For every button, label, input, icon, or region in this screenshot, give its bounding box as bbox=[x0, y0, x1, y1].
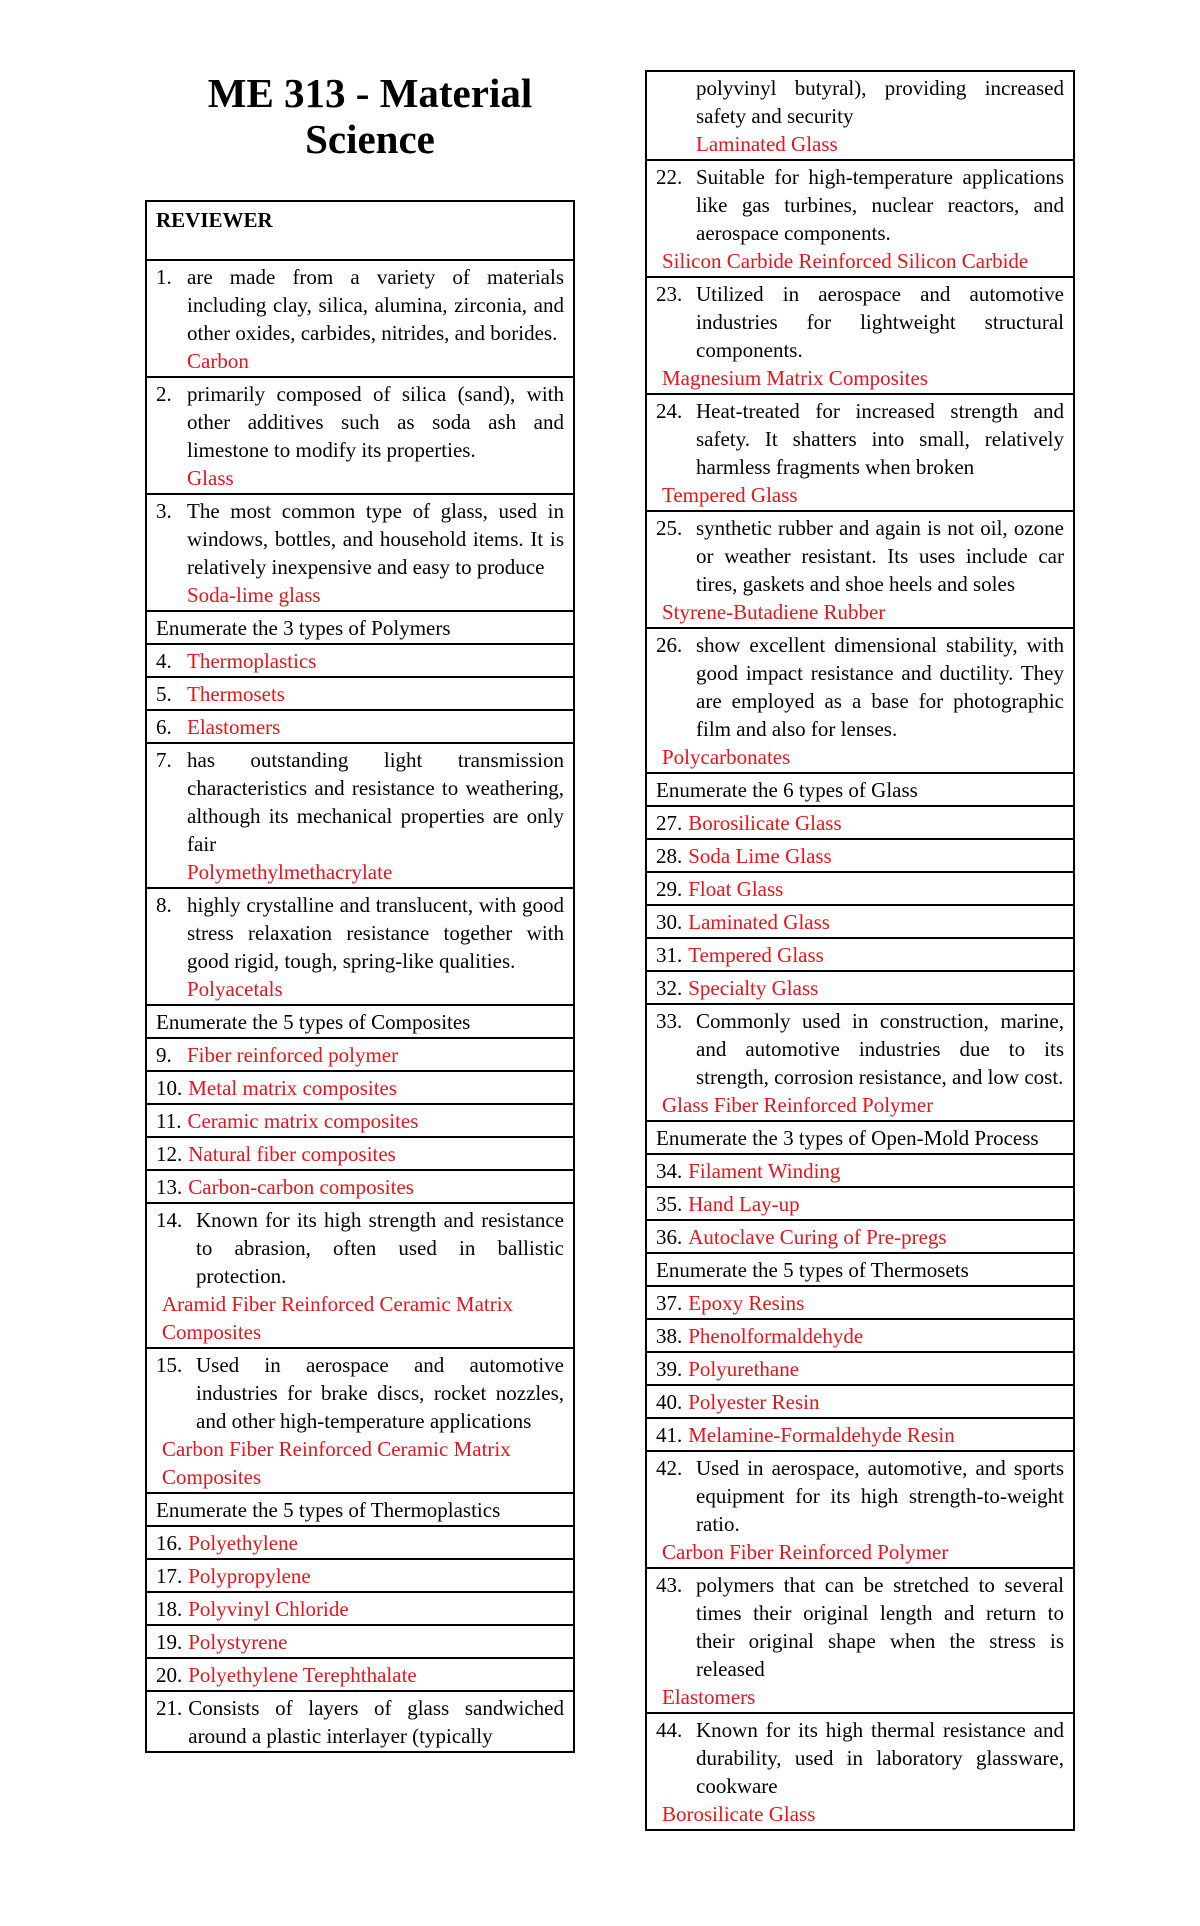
question-number: 41. bbox=[656, 1423, 683, 1447]
answer-text: Polyethylene Terephthalate bbox=[188, 1663, 417, 1687]
answer-text: Tempered Glass bbox=[688, 943, 824, 967]
answer-text: Borosilicate Glass bbox=[662, 1802, 816, 1826]
question-row bbox=[647, 1452, 1073, 1569]
answer-text: Epoxy Resins bbox=[688, 1291, 805, 1315]
answer-text: Phenolformaldehyde bbox=[688, 1324, 864, 1348]
question-number: 35. bbox=[656, 1192, 683, 1216]
question-number: 12. bbox=[156, 1142, 183, 1166]
question-number: 28. bbox=[656, 844, 683, 868]
answer-row bbox=[647, 1386, 1073, 1419]
question-row bbox=[147, 1349, 573, 1494]
answer-text: Soda Lime Glass bbox=[688, 844, 832, 868]
question-row-continued bbox=[647, 72, 1073, 161]
question-text: Known for its high thermal resistance and durability, used in laboratory glassware, cookware bbox=[696, 1718, 1064, 1798]
answer-text: Filament Winding bbox=[688, 1159, 841, 1183]
answer-text: Polymethylmethacrylate bbox=[187, 860, 393, 884]
answer-text: Ceramic matrix composites bbox=[187, 1109, 419, 1133]
question-number: 40. bbox=[656, 1390, 683, 1414]
question-text: Heat-treated for increased strength and safety. It shatters into small, relatively harmless fragments when broken bbox=[696, 399, 1064, 479]
answer-row bbox=[647, 1353, 1073, 1386]
question-number: 21. bbox=[156, 1696, 183, 1720]
question-number: 38. bbox=[656, 1324, 683, 1348]
question-text: The most common type of glass, used in windows, bottles, and household items. It is relatively inexpensive and easy to produce bbox=[187, 499, 564, 579]
answer-text: Magnesium Matrix Composites bbox=[662, 366, 928, 390]
answer-row bbox=[647, 1221, 1073, 1254]
answer-row bbox=[147, 1527, 573, 1560]
question-number: 7. bbox=[156, 748, 172, 772]
question-number: 42. bbox=[656, 1456, 683, 1480]
answer-row bbox=[147, 1105, 573, 1138]
answer-row bbox=[647, 1155, 1073, 1188]
answer-row bbox=[147, 645, 573, 678]
answer-text: Carbon Fiber Reinforced Polymer bbox=[662, 1540, 949, 1564]
question-number: 20. bbox=[156, 1663, 183, 1687]
question-number: 8. bbox=[156, 893, 172, 917]
question-number: 23. bbox=[656, 282, 683, 306]
question-number: 34. bbox=[656, 1159, 683, 1183]
question-number: 26. bbox=[656, 633, 683, 657]
question-text: are made from a variety of materials including clay, silica, alumina, zirconia, and other oxides, carbides, nitrides, and borides. bbox=[187, 265, 564, 345]
question-number: 18. bbox=[156, 1597, 183, 1621]
answer-text: Laminated Glass bbox=[688, 910, 830, 934]
question-text: primarily composed of silica (sand), with other additives such as soda ash and limestone to modify its properties. bbox=[187, 382, 564, 462]
question-number: 16. bbox=[156, 1531, 183, 1555]
question-row bbox=[647, 512, 1073, 629]
answer-row bbox=[647, 1419, 1073, 1452]
question-text: synthetic rubber and again is not oil, ozone or weather resistant. Its uses include car tires, gaskets and shoe heels and soles bbox=[696, 516, 1064, 596]
question-number: 39. bbox=[656, 1357, 683, 1381]
answer-text: Carbon Fiber Reinforced Ceramic Matrix Composites bbox=[162, 1437, 511, 1489]
reviewer-header: REVIEWER bbox=[147, 202, 573, 261]
question-number: 36. bbox=[656, 1225, 683, 1249]
question-row bbox=[647, 278, 1073, 395]
question-number: 29. bbox=[656, 877, 683, 901]
question-row bbox=[647, 395, 1073, 512]
answer-row bbox=[647, 1320, 1073, 1353]
enumerate-heading: Enumerate the 6 types of Glass bbox=[647, 774, 1073, 807]
answer-text: Carbon bbox=[187, 349, 249, 373]
question-number: 9. bbox=[156, 1043, 172, 1067]
question-row bbox=[647, 1005, 1073, 1122]
enumerate-heading: Enumerate the 5 types of Thermosets bbox=[647, 1254, 1073, 1287]
question-number: 25. bbox=[656, 516, 683, 540]
answer-text: Aramid Fiber Reinforced Ceramic Matrix Composites bbox=[162, 1292, 514, 1344]
answer-row bbox=[647, 939, 1073, 972]
answer-text: Polystyrene bbox=[188, 1630, 288, 1654]
answer-text: Laminated Glass bbox=[696, 132, 838, 156]
question-number: 43. bbox=[656, 1573, 683, 1597]
answer-text: Polyethylene bbox=[188, 1531, 298, 1555]
answer-text: Polycarbonates bbox=[662, 745, 791, 769]
question-text: has outstanding light transmission characteristics and resistance to weathering, although its mechanical properties are only fair bbox=[187, 748, 564, 856]
question-text: Known for its high strength and resistance to abrasion, often used in ballistic protection. bbox=[196, 1208, 564, 1288]
question-number: 13. bbox=[156, 1175, 183, 1199]
answer-row bbox=[647, 873, 1073, 906]
answer-text: Carbon-carbon composites bbox=[188, 1175, 414, 1199]
answer-text: Hand Lay-up bbox=[688, 1192, 800, 1216]
question-number: 10. bbox=[156, 1076, 183, 1100]
question-number: 2. bbox=[156, 382, 172, 406]
question-number: 17. bbox=[156, 1564, 183, 1588]
question-text: Utilized in aerospace and automotive industries for lightweight structural components. bbox=[696, 282, 1064, 362]
page-title: ME 313 - Material Science bbox=[207, 70, 533, 162]
answer-text: Glass bbox=[187, 466, 234, 490]
answer-row bbox=[647, 1188, 1073, 1221]
question-number: 6. bbox=[156, 715, 172, 739]
answer-text: Metal matrix composites bbox=[188, 1076, 398, 1100]
question-text: Used in aerospace, automotive, and sports equipment for its high strength-to-weight ratio. bbox=[696, 1456, 1064, 1536]
answer-text: Polyvinyl Chloride bbox=[188, 1597, 349, 1621]
answer-row bbox=[147, 711, 573, 744]
answer-text: Borosilicate Glass bbox=[688, 811, 842, 835]
question-text: polymers that can be stretched to several times their original length and return to their original shape when the stress is released bbox=[696, 1573, 1064, 1681]
enumerate-heading: Enumerate the 3 types of Open-Mold Process bbox=[647, 1122, 1073, 1155]
question-row bbox=[147, 744, 573, 889]
question-text: polyvinyl butyral), providing increased safety and security bbox=[696, 76, 1064, 128]
question-row bbox=[147, 378, 573, 495]
question-number: 22. bbox=[656, 165, 683, 189]
answer-text: Thermosets bbox=[187, 682, 285, 706]
answer-text: Tempered Glass bbox=[662, 483, 798, 507]
answer-row bbox=[647, 1287, 1073, 1320]
question-row bbox=[647, 1569, 1073, 1714]
question-number: 33. bbox=[656, 1009, 683, 1033]
question-row bbox=[147, 261, 573, 378]
answer-row bbox=[147, 1138, 573, 1171]
answer-text: Silicon Carbide Reinforced Silicon Carbide bbox=[662, 249, 1029, 273]
answer-text: Styrene-Butadiene Rubber bbox=[662, 600, 886, 624]
answer-row bbox=[147, 1039, 573, 1072]
enumerate-heading: Enumerate the 3 types of Polymers bbox=[147, 612, 573, 645]
question-number: 3. bbox=[156, 499, 172, 523]
answer-row bbox=[647, 972, 1073, 1005]
question-number: 4. bbox=[156, 649, 172, 673]
answer-text: Polypropylene bbox=[188, 1564, 311, 1588]
question-row bbox=[647, 1714, 1073, 1831]
question-row bbox=[647, 629, 1073, 774]
answer-text: Polyester Resin bbox=[688, 1390, 820, 1414]
answer-row bbox=[147, 1171, 573, 1204]
answer-row bbox=[147, 1659, 573, 1692]
answer-row bbox=[147, 678, 573, 711]
answer-row bbox=[147, 1626, 573, 1659]
question-number: 14. bbox=[156, 1208, 183, 1232]
question-number: 11. bbox=[156, 1109, 182, 1133]
answer-text: Fiber reinforced polymer bbox=[187, 1043, 399, 1067]
answer-text: Specialty Glass bbox=[688, 976, 819, 1000]
question-text: Used in aerospace and automotive industries for brake discs, rocket nozzles, and other high-temperature applications bbox=[196, 1353, 564, 1433]
reviewer-table-left bbox=[145, 200, 575, 1753]
question-row bbox=[147, 889, 573, 1006]
question-number: 15. bbox=[156, 1353, 183, 1377]
question-row bbox=[147, 1692, 573, 1753]
answer-text: Soda-lime glass bbox=[187, 583, 321, 607]
question-number: 24. bbox=[656, 399, 683, 423]
question-text: Consists of layers of glass sandwiched around a plastic interlayer (typically bbox=[188, 1696, 564, 1748]
answer-row bbox=[647, 906, 1073, 939]
question-row bbox=[147, 495, 573, 612]
answer-text: Autoclave Curing of Pre-pregs bbox=[688, 1225, 947, 1249]
question-text: Suitable for high-temperature applications like gas turbines, nuclear reactors, and aerospace components. bbox=[696, 165, 1064, 245]
question-number: 31. bbox=[656, 943, 683, 967]
answer-text: Polyurethane bbox=[688, 1357, 800, 1381]
question-row bbox=[147, 1204, 573, 1349]
answer-row bbox=[647, 807, 1073, 840]
answer-text: Polyacetals bbox=[187, 977, 283, 1001]
answer-row bbox=[147, 1560, 573, 1593]
answer-text: Glass Fiber Reinforced Polymer bbox=[662, 1093, 934, 1117]
answer-text: Float Glass bbox=[688, 877, 784, 901]
enumerate-heading: Enumerate the 5 types of Composites bbox=[147, 1006, 573, 1039]
question-text: highly crystalline and translucent, with good stress relaxation resistance together with good rigid, tough, spring-like qualities. bbox=[187, 893, 564, 973]
answer-text: Thermoplastics bbox=[187, 649, 317, 673]
question-text: Commonly used in construction, marine, and automotive industries due to its strength, corrosion resistance, and low cost. bbox=[696, 1009, 1064, 1089]
answer-text: Elastomers bbox=[662, 1685, 756, 1709]
answer-text: Natural fiber composites bbox=[188, 1142, 396, 1166]
enumerate-heading: Enumerate the 5 types of Thermoplastics bbox=[147, 1494, 573, 1527]
answer-row bbox=[647, 840, 1073, 873]
question-number: 5. bbox=[156, 682, 172, 706]
question-number: 19. bbox=[156, 1630, 183, 1654]
question-text: show excellent dimensional stability, with good impact resistance and ductility. They are employed as a base for photographic film and also for lenses. bbox=[696, 633, 1064, 741]
answer-row bbox=[147, 1072, 573, 1105]
reviewer-table-right bbox=[645, 70, 1075, 1831]
question-row bbox=[647, 161, 1073, 278]
question-number: 32. bbox=[656, 976, 683, 1000]
question-number: 1. bbox=[156, 265, 172, 289]
question-number: 37. bbox=[656, 1291, 683, 1315]
question-number: 27. bbox=[656, 811, 683, 835]
answer-text: Melamine-Formaldehyde Resin bbox=[688, 1423, 955, 1447]
question-number: 30. bbox=[656, 910, 683, 934]
answer-row bbox=[147, 1593, 573, 1626]
question-number: 44. bbox=[656, 1718, 683, 1742]
answer-text: Elastomers bbox=[187, 715, 281, 739]
